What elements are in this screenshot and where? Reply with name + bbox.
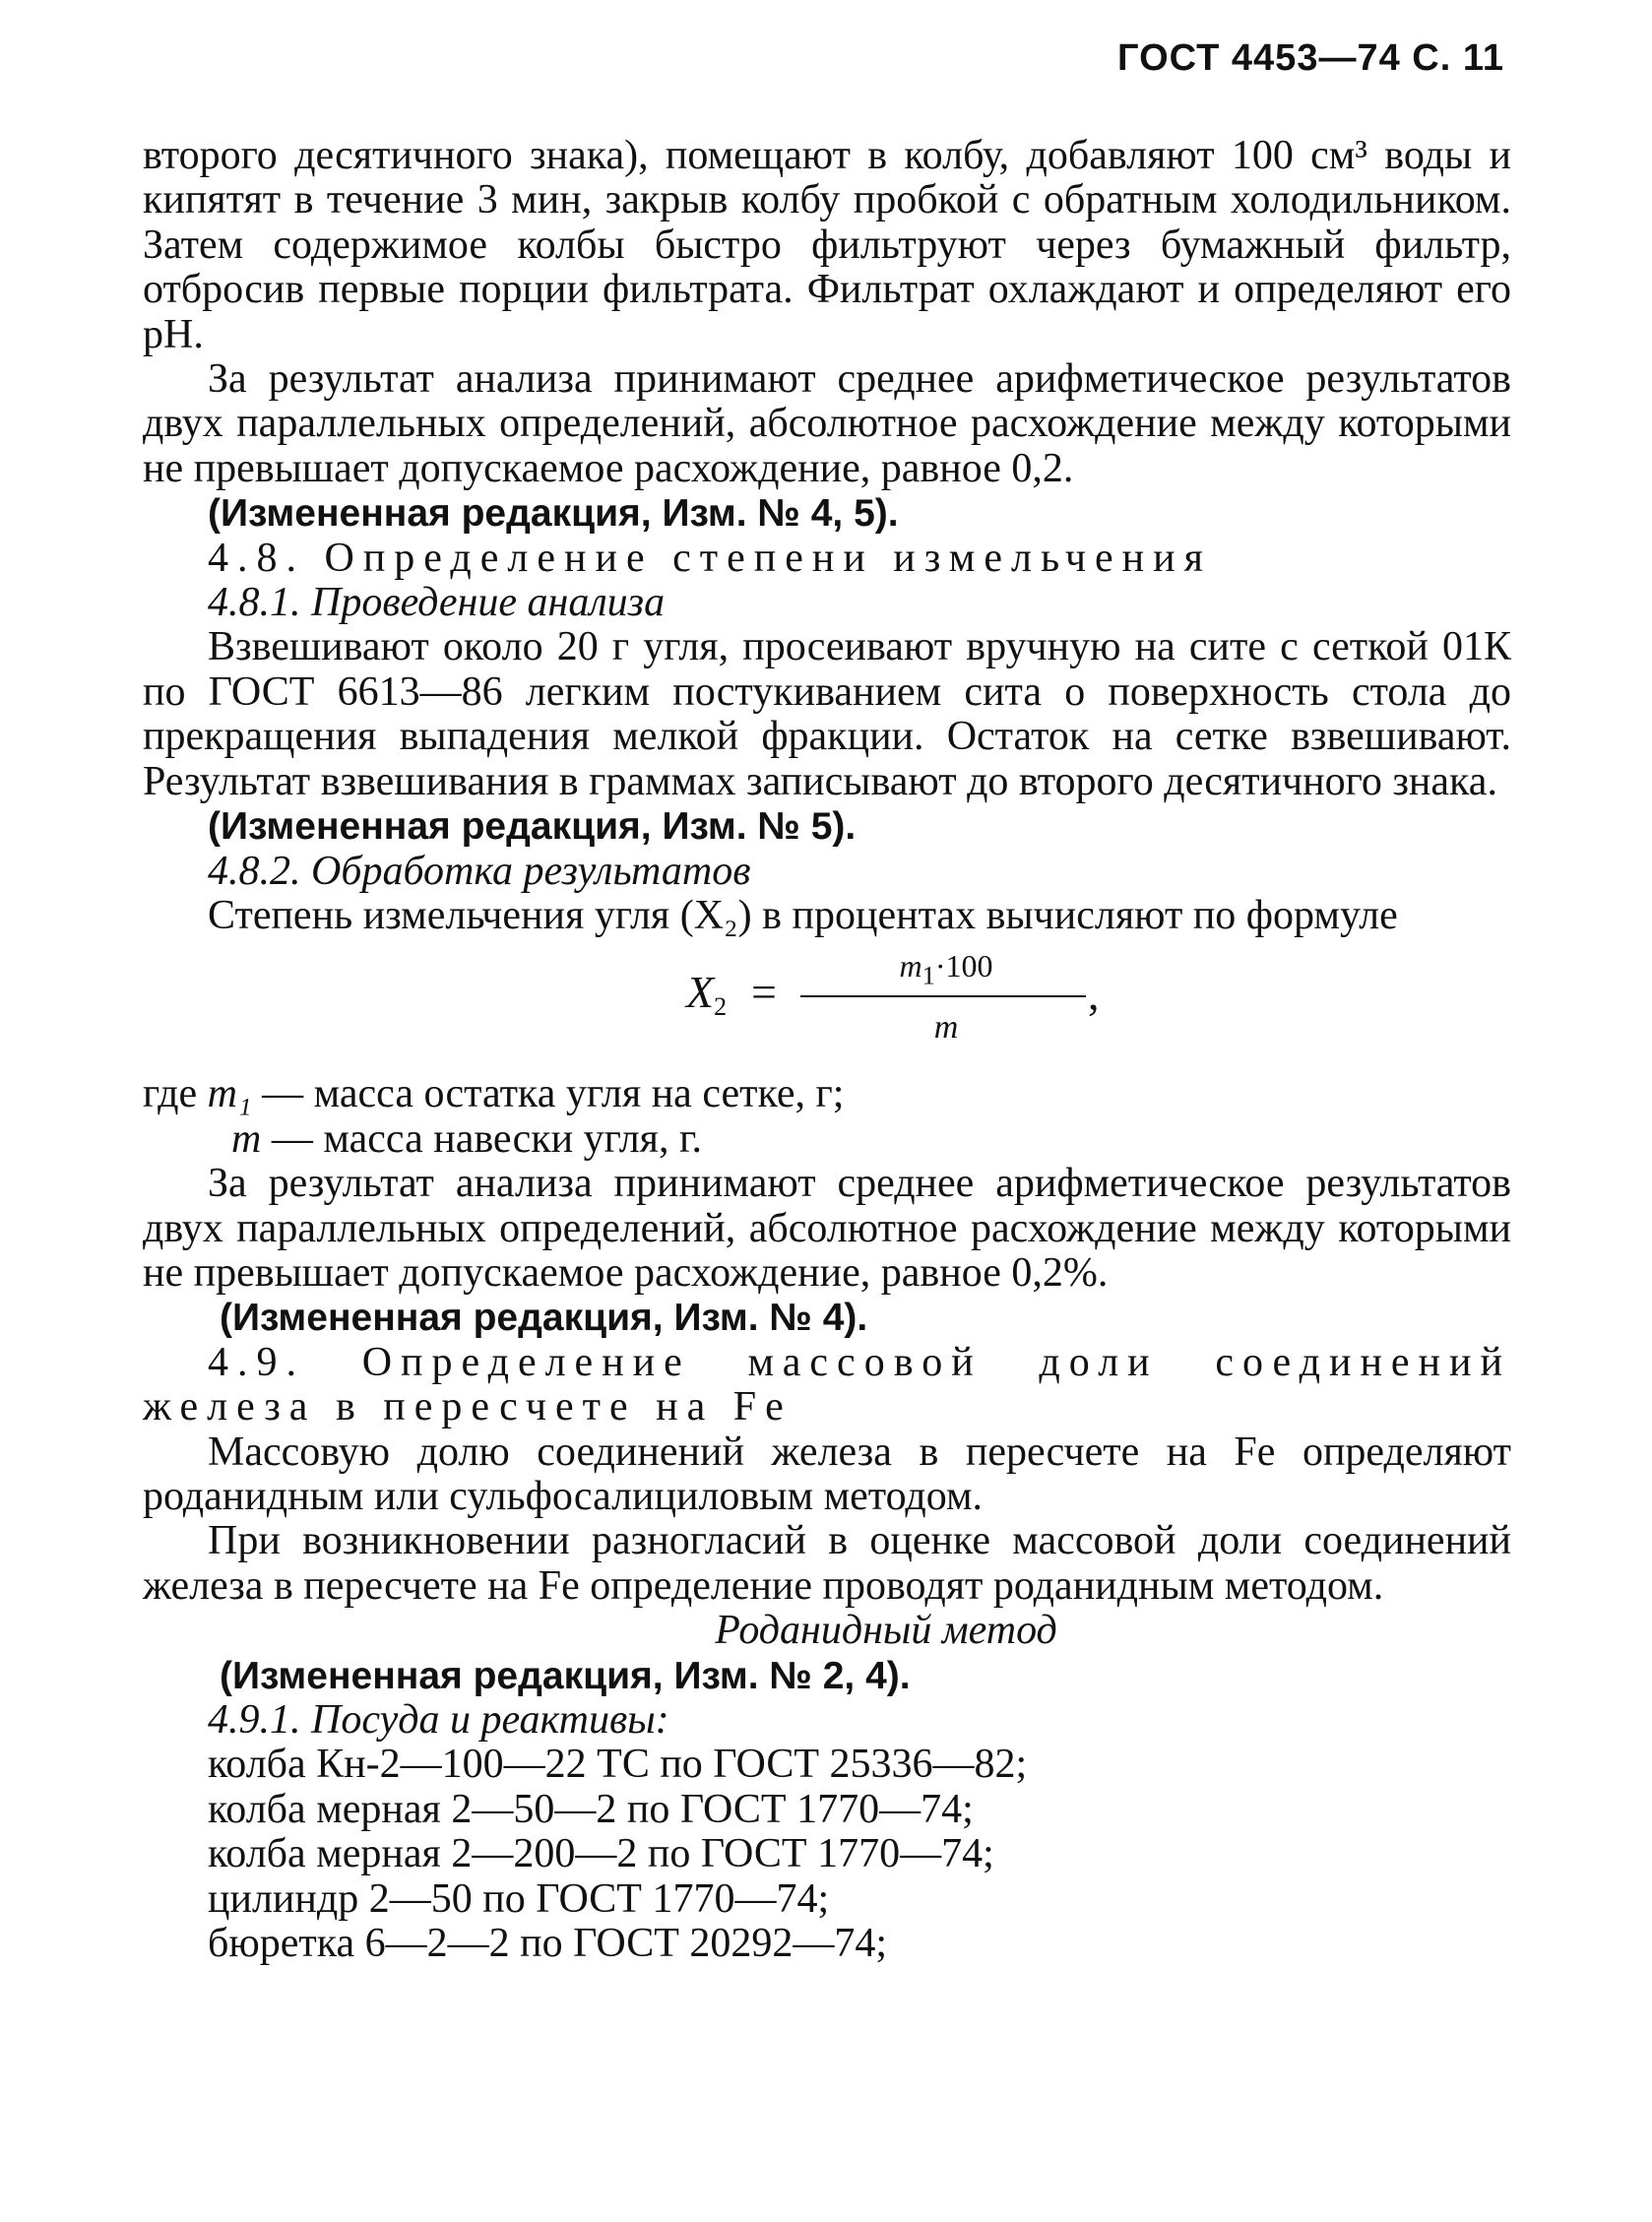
- amendment-note: (Измененная редакция, Изм. № 4, 5).: [208, 492, 899, 536]
- where-line-2: [143, 1117, 1511, 1162]
- list-item: колба мерная 2—200—2 по ГОСТ 1770—74;: [208, 1831, 994, 1877]
- where-line-1: [143, 1072, 1511, 1116]
- variable: m₁: [207, 1071, 252, 1117]
- formula-lhs: [686, 967, 728, 1029]
- fraction-bar: [800, 995, 1086, 997]
- formula-comma: ,: [1088, 969, 1100, 1020]
- formula-sub: 1: [921, 960, 935, 990]
- subsection-heading: 4.8.1. Проведение анализа: [208, 580, 666, 626]
- formula-denominator: m: [933, 1009, 959, 1047]
- page-header: ГОСТ 4453—74 С. 11: [1117, 37, 1504, 79]
- formula-numerator: [808, 944, 1084, 998]
- section-heading: 4.9. Определение массовой доли соединений железа в пересчете на Fe: [143, 1339, 1511, 1430]
- paragraph: Взвешивают около 20 г угля, просеивают вручную на сите с сеткой 01К по ГОСТ 6613—86 легким постукиванием сита о поверхность стола до прекращения выпадения мелкой фракции. Остаток на сетке взвешивают. Результат взвешивания в граммах записывают до второго десятичного знака.: [143, 624, 1511, 804]
- subsection-heading: 4.8.2. Обработка результатов: [208, 848, 751, 894]
- paragraph: второго десятичного знака), помещают в колбу, добавляют 100 см³ воды и кипятят в течение 3 мин, закрыв колбу пробкой с обратным холодильником. Затем содержимое колбы быстро фильтруют через бумажный фильтр, отбросив первые порции фильтрата. Фильтрат охлаждают и определяют его pH.: [143, 133, 1511, 357]
- paragraph: Массовую долю соединений железа в пересчете на Fe определяют роданидным или сульфосалициловым методом.: [143, 1428, 1511, 1519]
- method-heading: Роданидный метод: [715, 1608, 1057, 1654]
- list-item: бюретка 6—2—2 по ГОСТ 20292—74;: [208, 1921, 888, 1967]
- list-item: цилиндр 2—50 по ГОСТ 1770—74;: [208, 1875, 830, 1922]
- section-heading: 4.8. Определение степени измельчения: [208, 535, 1212, 581]
- where-label: где: [143, 1071, 198, 1117]
- amendment-note: (Измененная редакция, Изм. № 4).: [220, 1297, 868, 1340]
- formula-var: m: [899, 948, 922, 984]
- paragraph: За результат анализа принимают среднее арифметическое результатов двух параллельных определений, абсолютное расхождение между которыми не превышает допускаемое расхождение, равное 0,2%.: [143, 1161, 1511, 1296]
- subsection-title: 4.9.1. Посуда и реактивы:: [208, 1697, 669, 1743]
- amendment-note: (Измененная редакция, Изм. № 2, 4).: [220, 1654, 911, 1697]
- formula-sub: 2: [714, 992, 728, 1022]
- list-item: колба мерная 2—50—2 по ГОСТ 1770—74;: [208, 1786, 974, 1832]
- paragraph: За результат анализа принимают среднее арифметическое результатов двух параллельных определений, абсолютное расхождение между которыми не превышает допускаемое расхождение, равное 0,2.: [143, 356, 1511, 491]
- formula-var: X: [686, 967, 715, 1018]
- formula: [143, 944, 1511, 1062]
- paragraph: Степень измельчения угля (X₂) в процентах вычисляют по формуле: [208, 892, 1398, 938]
- variable-description: — масса остатка угля на сетке, г;: [251, 1071, 845, 1117]
- formula-num-rest: ·100: [934, 948, 993, 984]
- list-item: колба Кн-2—100—22 ТС по ГОСТ 25336—82;: [208, 1742, 1028, 1788]
- document-body: [143, 134, 1511, 1966]
- subsection-heading: [143, 1698, 1511, 1743]
- formula-equals: =: [751, 967, 777, 1018]
- paragraph: При возникновении разногласий в оценке массовой доли соединений железа в пересчете на Fe определение проводят роданидным методом.: [143, 1518, 1511, 1609]
- variable: m: [231, 1115, 262, 1162]
- amendment-note: (Измененная редакция, Изм. № 5).: [208, 805, 857, 849]
- variable-description: — масса навески угля, г.: [261, 1115, 702, 1162]
